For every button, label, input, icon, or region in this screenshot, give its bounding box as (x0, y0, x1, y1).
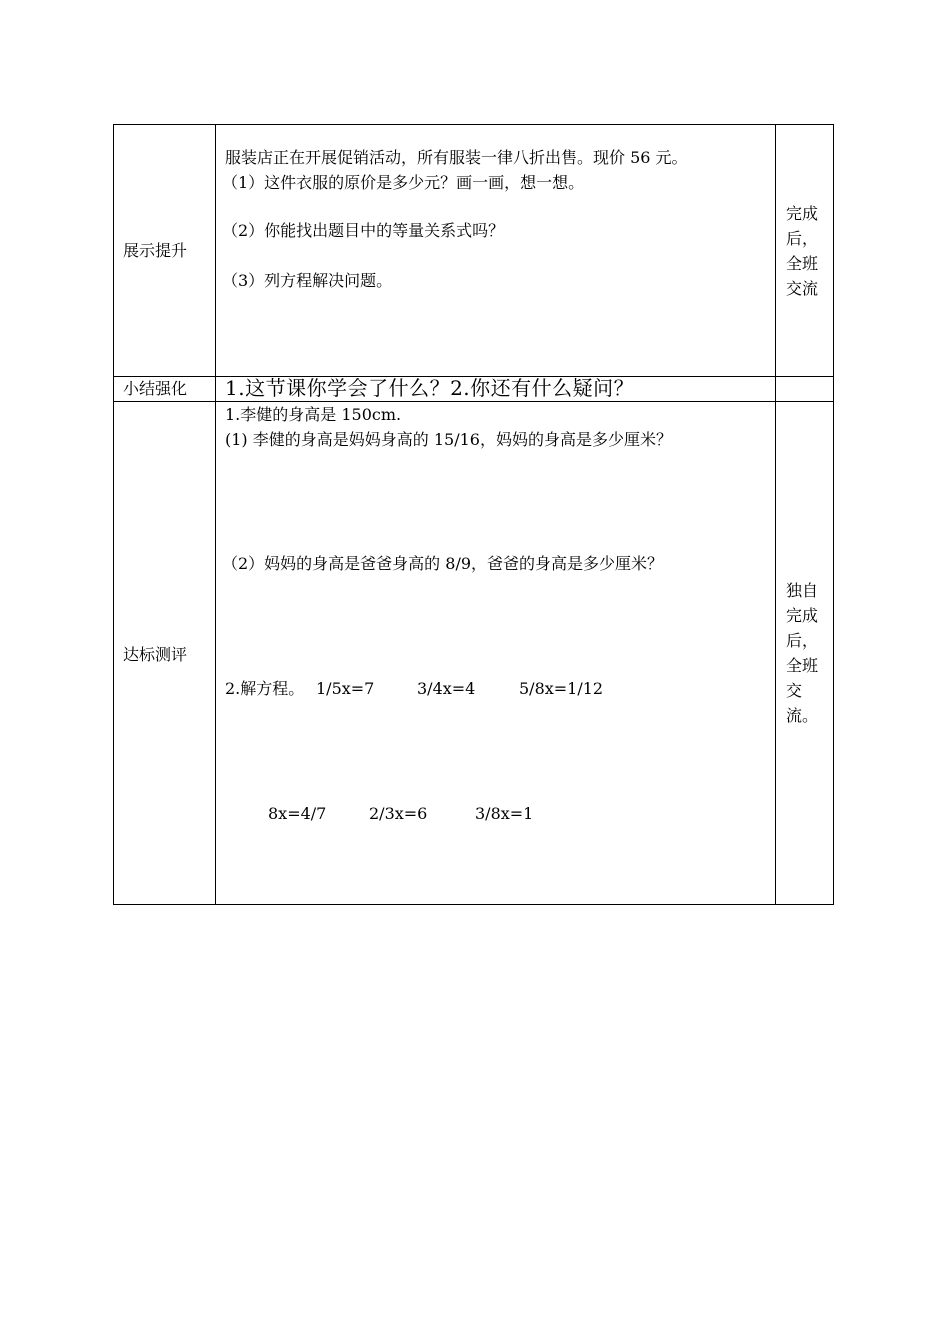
note-line: 完成 (786, 606, 819, 625)
problem-intro: 服装店正在开展促销活动，所有服装一律八折出售。现价 56 元。 (225, 148, 688, 167)
note-line: 后， (786, 631, 819, 650)
note-line: 独自 (786, 581, 819, 600)
item1-question-1: (1) 李健的身高是妈妈身高的 15/16，妈妈的身高是多少厘米？ (225, 430, 672, 449)
summary-content: 1.这节课你学会了什么？2.你还有什么疑问？ (225, 376, 635, 400)
note-show (786, 201, 826, 301)
item2-title: 2.解方程。 (225, 679, 305, 698)
row-label-summary: 小结强化 (123, 379, 188, 398)
equation: 5/8x=1/12 (519, 679, 604, 698)
equation: 2/3x=6 (369, 804, 428, 823)
column-divider-2 (775, 125, 776, 904)
note-test (786, 578, 826, 728)
note-line: 全班 (786, 656, 819, 675)
equation: 3/8x=1 (475, 804, 534, 823)
item1-title: 1.李健的身高是 150cm. (225, 405, 402, 424)
lesson-table (113, 124, 834, 905)
note-line: 完成 (786, 204, 819, 223)
question-3: （3）列方程解决问题。 (222, 271, 393, 290)
equation: 8x=4/7 (268, 804, 327, 823)
question-2: （2）你能找出题目中的等量关系式吗？ (222, 221, 505, 240)
note-line: 交 (786, 681, 803, 700)
question-1: （1）这件衣服的原价是多少元？画一画，想一想。 (222, 173, 585, 192)
note-line: 后， (786, 229, 819, 248)
item1-question-2: （2）妈妈的身高是爸爸身高的 8/9，爸爸的身高是多少厘米？ (222, 554, 664, 573)
row-label-test: 达标测评 (123, 645, 188, 664)
equation: 1/5x=7 (316, 679, 375, 698)
row-divider-2 (114, 401, 833, 402)
note-line: 全班 (786, 254, 819, 273)
note-line: 流。 (786, 706, 819, 725)
note-line: 交流 (786, 279, 819, 298)
row-label-show: 展示提升 (123, 241, 188, 260)
equation: 3/4x=4 (417, 679, 476, 698)
column-divider-1 (215, 125, 216, 904)
